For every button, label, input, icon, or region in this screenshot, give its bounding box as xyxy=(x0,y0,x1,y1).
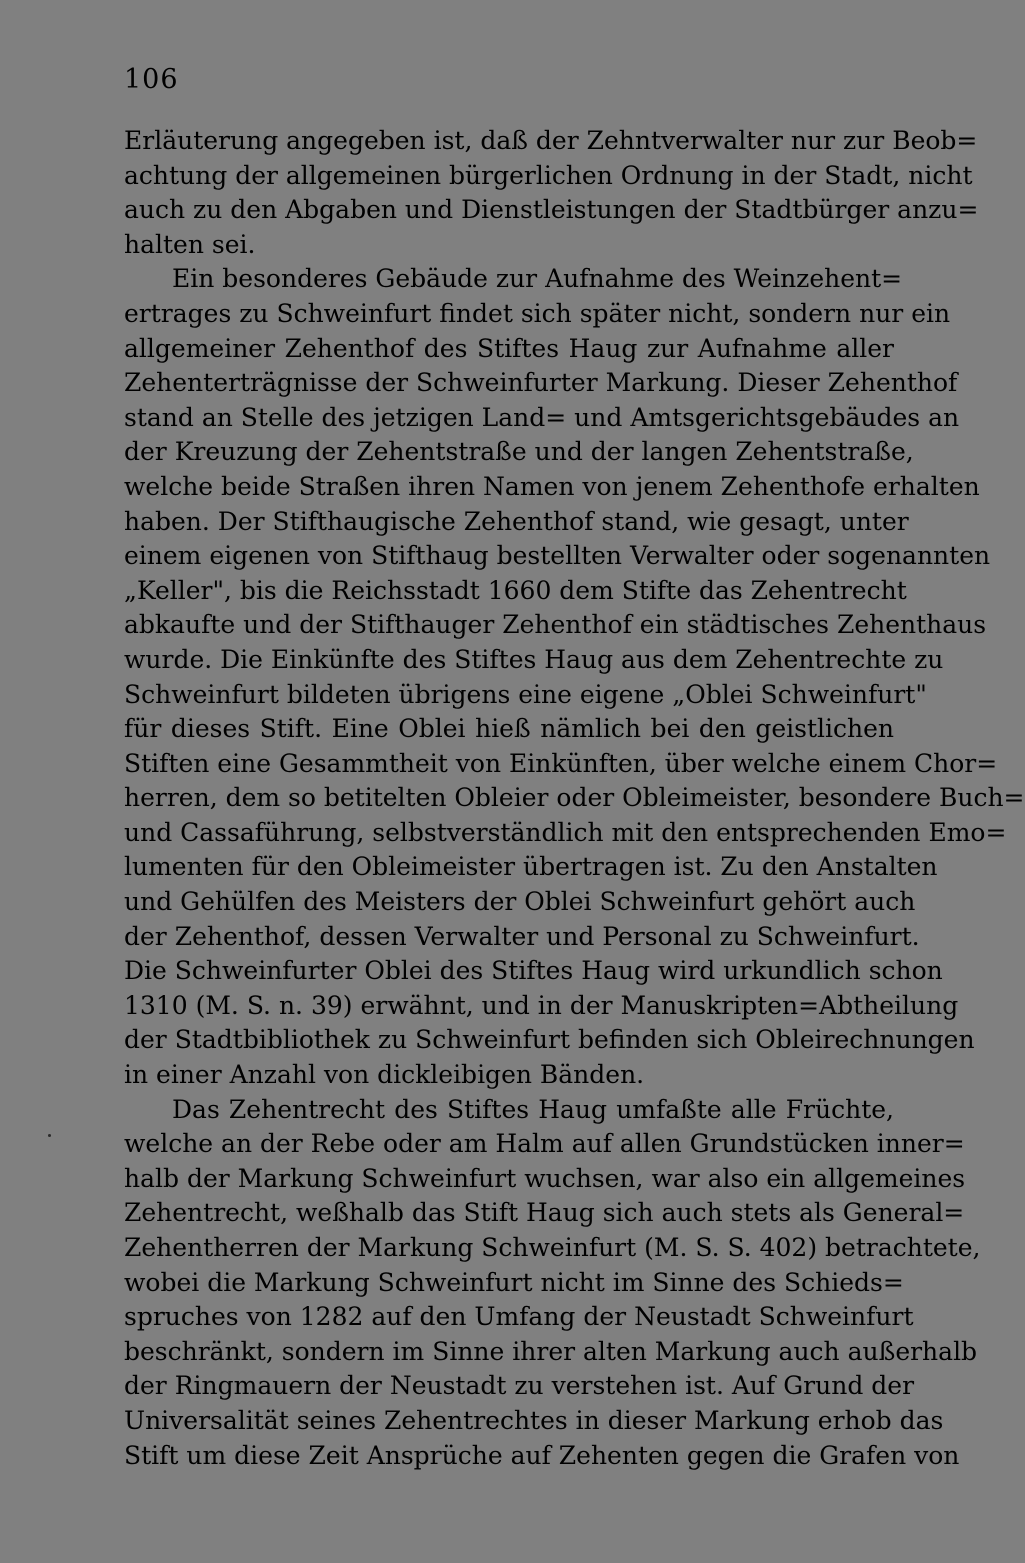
text-line: wobei die Markung Schweinfurt nicht im Sinne des Schieds= xyxy=(124,1267,904,1297)
text-line: spruches von 1282 auf den Umfang der Neustadt Schweinfurt xyxy=(124,1302,914,1332)
text-line: lumenten für den Obleimeister übertragen ist. Zu den Anstalten xyxy=(124,852,938,882)
text-line: Stift um diese Zeit Ansprüche auf Zehenten gegen die Grafen von xyxy=(124,1440,960,1470)
text-line: und Cassaführung, selbstverständlich mit den entsprechenden Emo= xyxy=(124,817,1007,847)
margin-speck xyxy=(48,1134,51,1137)
text-line: Das Zehentrecht des Stiftes Haug umfaßte alle Früchte, xyxy=(172,1094,894,1124)
text-line: Universalität seines Zehentrechtes in dieser Markung erhob das xyxy=(124,1405,944,1435)
text-line: haben. Der Stifthaugische Zehenthof stand, wie gesagt, unter xyxy=(124,506,909,536)
text-line: stand an Stelle des jetzigen Land= und Amtsgerichtsgebäudes an xyxy=(124,402,960,432)
text-line: Zehentherren der Markung Schweinfurt (M. S. S. 402) betrachtete, xyxy=(124,1233,981,1262)
text-line: einem eigenen von Stifthaug bestellten Verwalter oder sogenannten xyxy=(124,541,991,571)
text-line: „Keller", bis die Reichsstadt 1660 dem Stifte das Zehentrecht xyxy=(124,575,907,605)
text-line: Schweinfurt bildeten übrigens eine eigene „Oblei Schweinfurt" xyxy=(124,679,927,709)
text-line: allgemeiner Zehenthof des Stiftes Haug zur Aufnahme aller xyxy=(124,333,894,363)
text-line: beschränkt, sondern im Sinne ihrer alten Markung auch außerhalb xyxy=(124,1336,978,1366)
text-line: der Ringmauern der Neustadt zu verstehen ist. Auf Grund der xyxy=(124,1371,915,1401)
text-line: herren, dem so betitelten Obleier oder Obleimeister, besondere Buch= xyxy=(124,783,1025,813)
text-line: welche beide Straßen ihren Namen von jenem Zehenthofe erhalten xyxy=(124,471,980,501)
text-line: Die Schweinfurter Oblei des Stiftes Haug wird urkundlich schon xyxy=(124,956,943,986)
text-line: auch zu den Abgaben und Dienstleistungen der Stadtbürger anzu= xyxy=(124,195,979,225)
text-line: der Kreuzung der Zehentstraße und der langen Zehentstraße, xyxy=(124,437,914,467)
text-line: abkaufte und der Stifthauger Zehenthof ein städtisches Zehenthaus xyxy=(124,610,987,640)
text-line: der Stadtbibliothek zu Schweinfurt befinden sich Obleirechnungen xyxy=(124,1025,975,1055)
text-line: und Gehülfen des Meisters der Oblei Schweinfurt gehört auch xyxy=(124,887,916,917)
text-line: welche an der Rebe oder am Halm auf allen Grundstücken inner= xyxy=(124,1129,965,1159)
text-line: Zehentrecht, weßhalb das Stift Haug sich auch stets als General= xyxy=(124,1198,965,1228)
text-line: halten sei. xyxy=(124,229,256,259)
text-line: Ein besonderes Gebäude zur Aufnahme des Weinzehent= xyxy=(172,264,903,294)
text-line: der Zehenthof, dessen Verwalter und Personal zu Schweinfurt. xyxy=(124,921,920,951)
page-number: 106 xyxy=(124,64,179,95)
body-text xyxy=(124,124,1025,1473)
text-line: Erläuterung angegeben ist, daß der Zehntverwalter nur zur Beob= xyxy=(124,126,978,155)
text-line: Zehenterträgnisse der Schweinfurter Markung. Dieser Zehenthof xyxy=(124,368,958,398)
text-line: für dieses Stift. Eine Oblei hieß nämlich bei den geistlichen xyxy=(124,714,894,744)
text-line: 1310 (M. S. n. 39) erwähnt, und in der Manuskripten=Abtheilung xyxy=(124,990,959,1020)
text-line: halb der Markung Schweinfurt wuchsen, war also ein allgemeines xyxy=(124,1163,966,1193)
text-line: ertrages zu Schweinfurt findet sich später nicht, sondern nur ein xyxy=(124,298,951,328)
text-line: Stiften eine Gesammtheit von Einkünften, über welche einem Chor= xyxy=(124,748,998,778)
text-line: achtung der allgemeinen bürgerlichen Ordnung in der Stadt, nicht xyxy=(124,160,973,190)
text-line: in einer Anzahl von dickleibigen Bänden. xyxy=(124,1060,645,1090)
text-line: wurde. Die Einkünfte des Stiftes Haug aus dem Zehentrechte zu xyxy=(124,644,944,674)
